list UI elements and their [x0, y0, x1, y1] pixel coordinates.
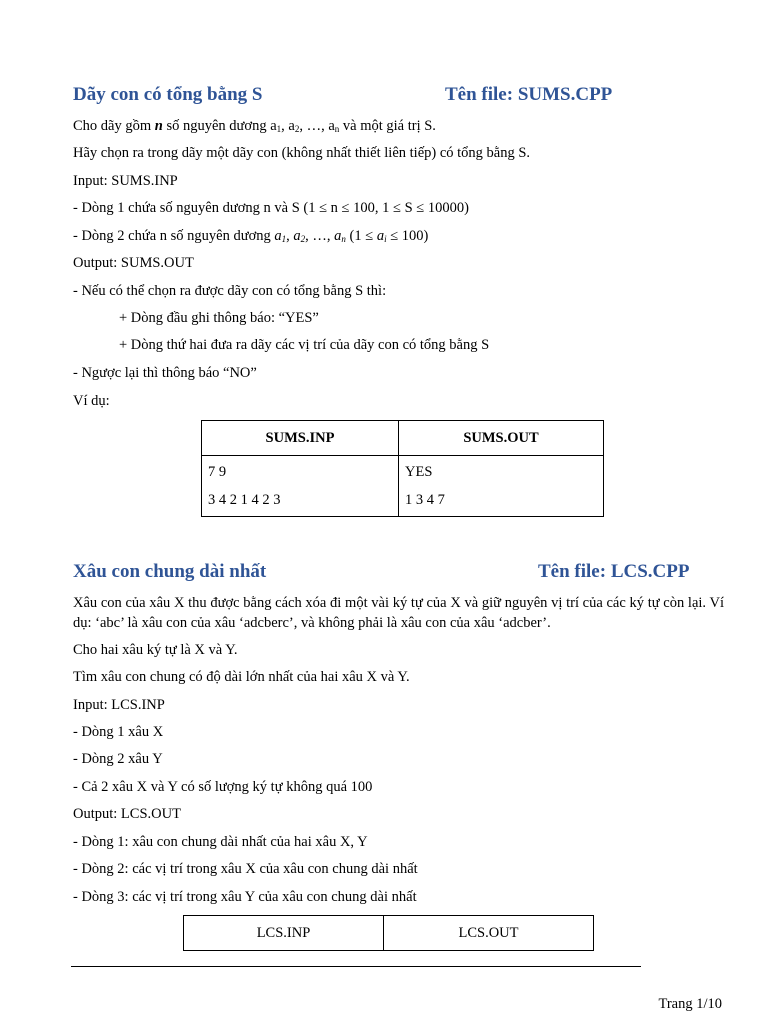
table-cell-output: [399, 456, 604, 517]
subscript: 2: [300, 234, 306, 244]
subscript: 2: [294, 124, 300, 134]
input-line-2: [73, 226, 724, 249]
subscript: 1: [276, 124, 282, 134]
subscript: n: [334, 124, 340, 134]
text-span: a: [376, 228, 385, 244]
table-row: [202, 456, 604, 517]
cell-line: YES: [405, 464, 433, 480]
text-span: , …, a: [299, 118, 335, 134]
output-label: Output: LCS.OUT: [73, 806, 181, 822]
text-span: số nguyên dương a: [162, 118, 277, 134]
text-span: ,: [286, 228, 294, 244]
table-header-cell: LCS.INP: [184, 916, 384, 951]
text-span: a: [274, 228, 282, 244]
output-line-3: - Dòng 3: các vị trí trong xâu Y của xâu con chung dài nhất: [73, 889, 417, 905]
text-span: Cho dãy gồm: [73, 118, 155, 134]
subscript: 1: [281, 234, 287, 244]
lcs-given: Cho hai xâu ký tự là X và Y.: [73, 642, 238, 658]
table-header-cell: SUMS.OUT: [399, 421, 604, 456]
input-line-1: - Dòng 1 chứa số nguyên dương n và S (1 ≤ n ≤ 100, 1 ≤ S ≤ 10000): [73, 200, 469, 216]
output-line-1: - Nếu có thể chọn ra được dãy con có tổng bằng S thì:: [73, 283, 387, 299]
input-line-2: - Dòng 2 xâu Y: [73, 751, 163, 767]
input-line-3: - Cả 2 xâu X và Y có số lượng ký tự không quá 100: [73, 779, 373, 795]
footer-divider: [71, 966, 641, 967]
cell-line: 3 4 2 1 4 2 3: [208, 492, 281, 508]
problem-intro: [73, 116, 724, 139]
text-span: - Dòng 2 chứa n số nguyên dương: [73, 228, 275, 244]
subscript: i: [384, 234, 387, 244]
section-title: Xâu con chung dài nhất: [73, 561, 267, 582]
lcs-definition: Xâu con của xâu X thu được bằng cách xóa đi một vài ký tự của X và giữ nguyên vị trí của các ký tự còn lại. Ví dụ: ‘abc’ là xâu con của xâu ‘adcberc’, và không phải là xâu con của xâu ‘adcber’.: [73, 595, 724, 631]
output-sub-1: + Dòng đầu ghi thông báo: “YES”: [119, 310, 319, 326]
input-line-1: - Dòng 1 xâu X: [73, 724, 164, 740]
lcs-task: Tìm xâu con chung có độ dài lớn nhất của hai xâu X và Y.: [73, 669, 410, 685]
example-label: Ví dụ:: [73, 393, 110, 409]
cell-line: 7 9: [208, 464, 227, 480]
table-cell-input: [202, 456, 399, 517]
output-line-2: - Ngược lại thì thông báo “NO”: [73, 365, 257, 381]
section-title: Dãy con có tổng bằng S: [73, 84, 263, 105]
output-sub-2: + Dòng thứ hai đưa ra dãy các vị trí của dãy con có tổng bằng S: [119, 337, 490, 353]
text-span: , …,: [305, 228, 335, 244]
input-label: Input: LCS.INP: [73, 697, 165, 713]
cell-line: 1 3 4 7: [405, 492, 445, 508]
input-label: Input: SUMS.INP: [73, 173, 178, 189]
output-label: Output: SUMS.OUT: [73, 255, 194, 271]
output-line-1: - Dòng 1: xâu con chung dài nhất của hai xâu X, Y: [73, 834, 368, 850]
section-filename: Tên file: LCS.CPP: [538, 561, 690, 582]
table-header-row: [202, 421, 604, 456]
text-span: và một giá trị S.: [339, 118, 436, 134]
example-table-lcs: [183, 915, 594, 951]
text-span: ≤ 100): [386, 228, 429, 244]
text-span: a: [293, 228, 301, 244]
subscript: n: [341, 234, 346, 244]
output-line-2: - Dòng 2: các vị trí trong xâu X của xâu con chung dài nhất: [73, 861, 418, 877]
section-filename: Tên file: SUMS.CPP: [445, 84, 613, 105]
table-header-cell: SUMS.INP: [202, 421, 399, 456]
table-header-cell: LCS.OUT: [384, 916, 594, 951]
section-heading-sums: [73, 84, 708, 110]
table-header-row: [184, 916, 594, 951]
page-number: Trang 1/10: [658, 996, 722, 1012]
problem-statement: Hãy chọn ra trong dãy một dãy con (không nhất thiết liên tiếp) có tổng bằng S.: [73, 145, 531, 161]
text-span: (1 ≤: [345, 228, 377, 244]
text-span: , a: [281, 118, 295, 134]
text-span: a: [334, 228, 342, 244]
text-span: n: [154, 118, 163, 134]
example-table-sums: [201, 420, 604, 517]
section-heading-lcs: [73, 561, 708, 587]
